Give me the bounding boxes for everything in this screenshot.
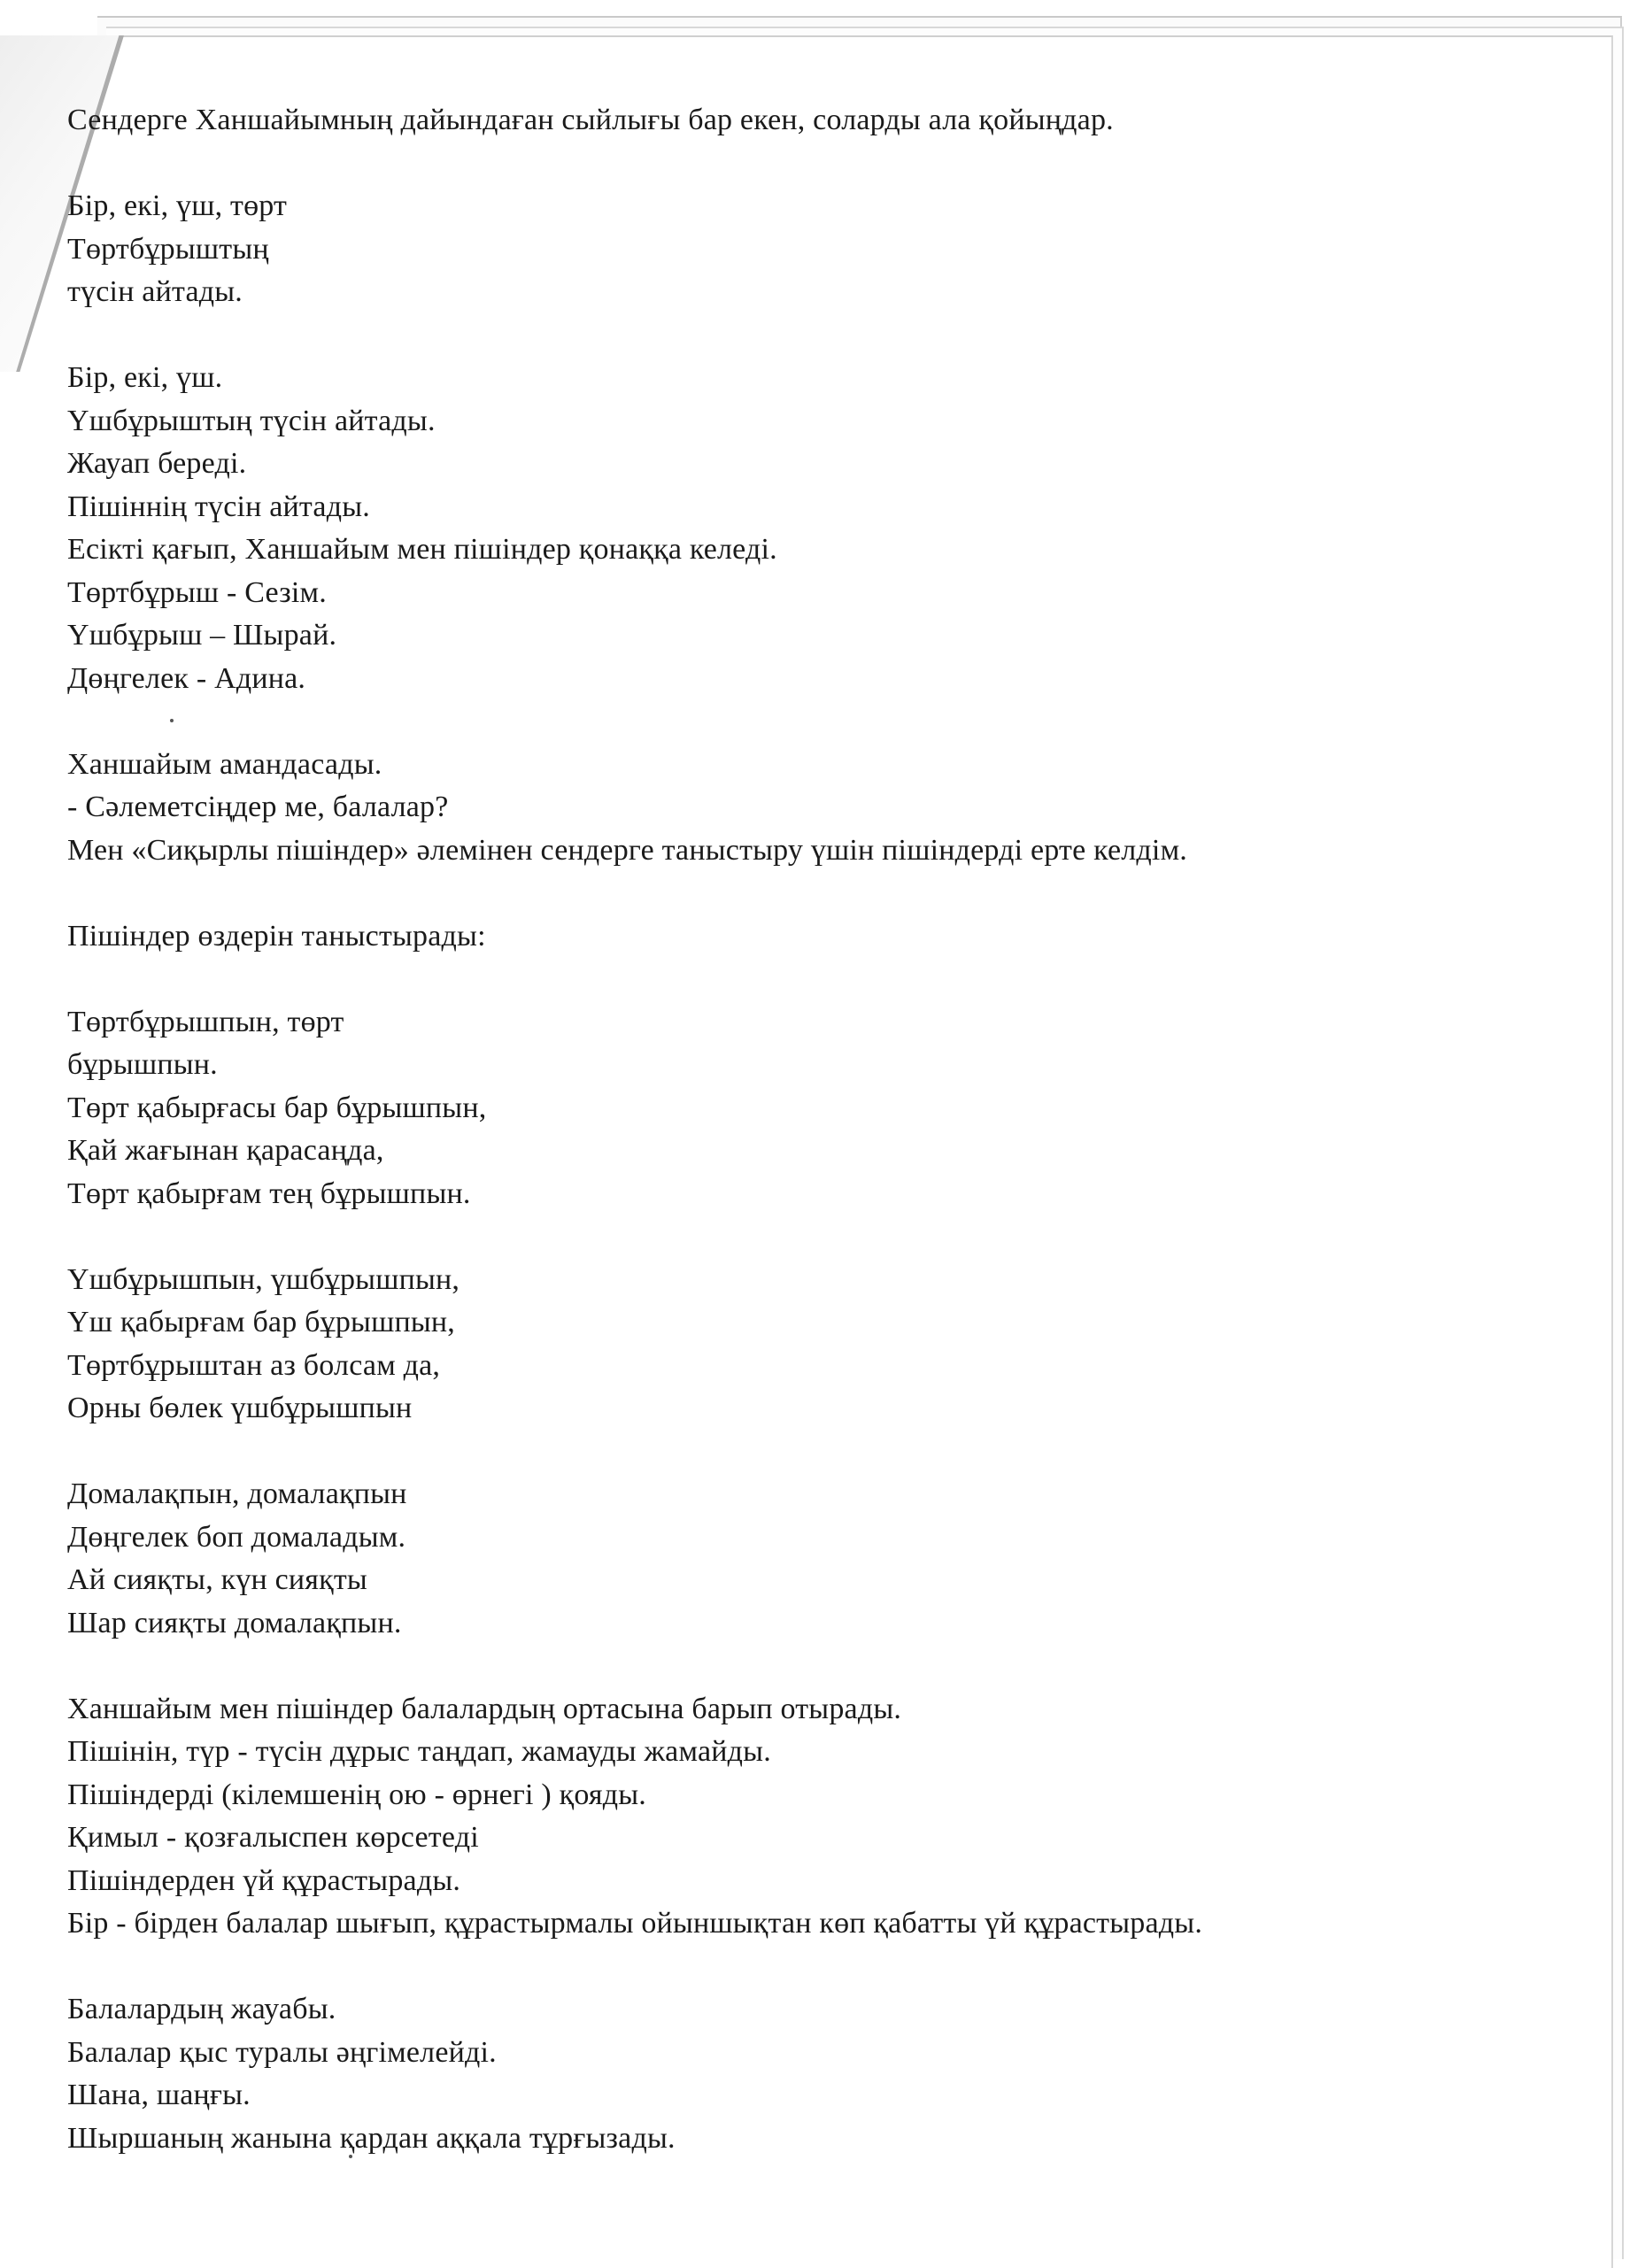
text-line: Қай жағынан қарасаңда, [67, 1134, 384, 1167]
paragraph-gap [67, 143, 1555, 186]
text-line: Үш қабырғам бар бұрышпын, [67, 1306, 455, 1338]
text-line: Балалардың жауабы. [67, 1993, 336, 2025]
paragraph [67, 1688, 1555, 1946]
paragraph [67, 1988, 1555, 2160]
text-line: бұрышпын. [67, 1048, 218, 1081]
text-line: Пішіндер өздерін таныстырады: [67, 919, 486, 953]
text-line: Үшбұрыштың түсін айтады. [67, 404, 436, 437]
text-line: Пішіндерді (кілемшенің ою - өрнегі ) қояды. [67, 1778, 646, 1811]
paragraph [67, 744, 1555, 873]
text-line: Төртбұрыш - Сезім. [67, 575, 327, 609]
text-line: - Сәлеметсіңдер ме, балалар? [67, 791, 449, 823]
text-line: Ханшайым мен пішіндер балалардың ортасына барып отырады. [67, 1692, 902, 1725]
paragraph [67, 915, 1555, 959]
text-line: Бір - бірден балалар шығып, құрастырмалы ойыншықтан көп қабатты үй құрастырады. [67, 1907, 1203, 1940]
paragraph [67, 185, 1555, 314]
text-line: Дөңгелек боп домаладым. [67, 1520, 406, 1554]
paragraph-gap [67, 872, 1555, 915]
paragraph-gap [67, 314, 1555, 358]
text-line: Төртбұрыштың [67, 232, 269, 266]
document-body [67, 99, 1555, 2160]
paragraph-gap [67, 958, 1555, 1001]
text-line: Бір, екі, үш. [67, 361, 223, 394]
paragraph [67, 99, 1555, 143]
text-line: Жауап береді. [67, 447, 247, 480]
text-line: Төрт қабырғасы бар бұрышпын, [67, 1091, 487, 1124]
text-line: Төртбұрышпын, төрт [67, 1005, 344, 1038]
text-line: Пішінін, түр - түсін дұрыс таңдап, жамауды жамайды. [67, 1735, 771, 1768]
text-line: Үшбұрыш – Шырай. [67, 619, 337, 652]
text-line: Балалар қыс туралы әңгімелейді. [67, 2035, 497, 2069]
paragraph [67, 1001, 1555, 1216]
text-line: Шар сияқты домалақпын. [67, 1606, 402, 1639]
paragraph [67, 357, 1555, 700]
paragraph-gap [67, 700, 1555, 744]
text-line: Дөңгелек - Адина. [67, 661, 306, 695]
text-line: Шана, шаңғы. [67, 2079, 251, 2111]
text-line: Шыршаның жанына қардан аққала тұрғызады. [67, 2121, 676, 2155]
paragraph-gap [67, 1215, 1555, 1259]
text-line: Ай сияқты, күн сияқты [67, 1563, 367, 1596]
paragraph [67, 1259, 1555, 1431]
text-line: Бір, екі, үш, төрт [67, 189, 288, 222]
text-line: Қимыл - қозғалыспен көрсетеді [67, 1821, 479, 1854]
text-line: Мен «Сиқырлы пішіндер» әлемінен сендерге таныстыру үшін пішіндерді ерте келдім. [67, 833, 1187, 867]
text-line: Төрт қабырғам тең бұрышпын. [67, 1176, 471, 1210]
text-line: Пішіннің түсін айтады. [67, 490, 370, 523]
paragraph [67, 1473, 1555, 1645]
text-line: түсін айтады. [67, 275, 243, 308]
text-line: Сендерге Ханшайымның дайындаған сыйлығы бар екен, соларды ала қойыңдар. [67, 104, 1114, 136]
text-line: Орны бөлек үшбұрышпын [67, 1392, 413, 1424]
paragraph-gap [67, 1645, 1555, 1688]
text-line: Пішіндерден үй құрастырады. [67, 1863, 461, 1897]
text-line: Ханшайым амандасады. [67, 747, 382, 781]
paragraph-gap [67, 1431, 1555, 1474]
text-line: Үшбұрышпын, үшбұрышпын, [67, 1262, 460, 1296]
text-line: Домалақпын, домалақпын [67, 1477, 407, 1510]
text-line: Есікті қағып, Ханшайым мен пішіндер қонаққа келеді. [67, 533, 777, 566]
paragraph-gap [67, 1946, 1555, 1989]
text-line: Төртбұрыштан аз болсам да, [67, 1348, 441, 1382]
